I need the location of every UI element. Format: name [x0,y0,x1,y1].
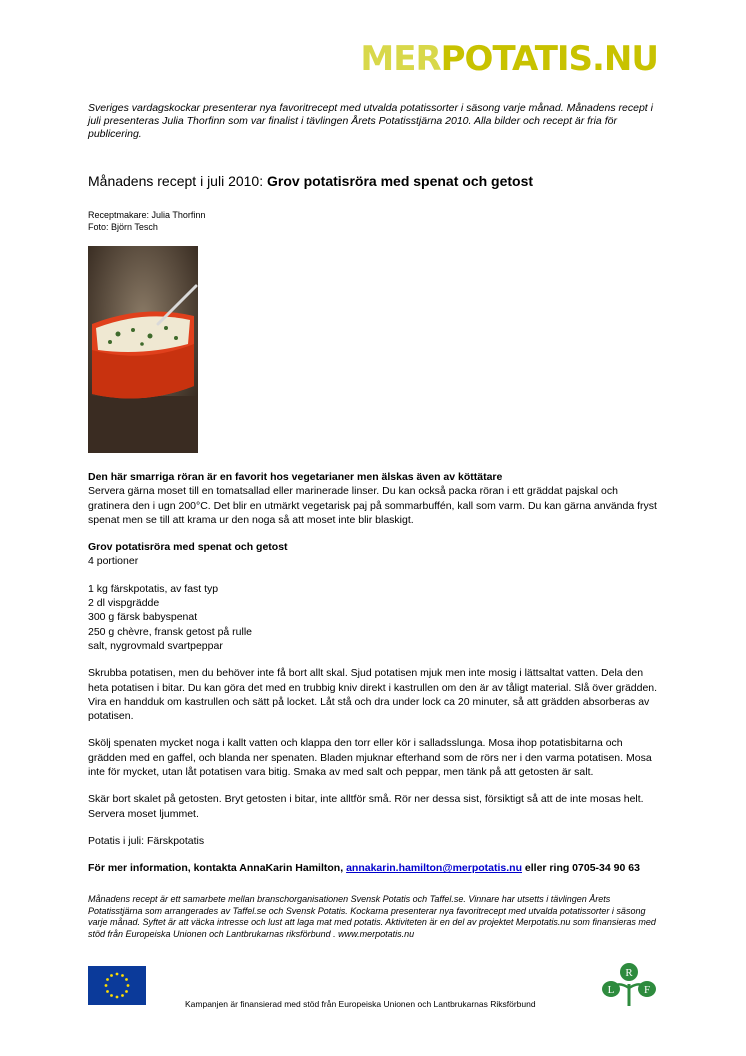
contact-email-link[interactable]: annakarin.hamilton@merpotatis.nu [346,862,522,875]
credits [88,209,205,233]
eu-stars-icon [88,966,146,1005]
contact-line [88,861,662,875]
headline: Den här smarriga röran är en favorit hos vegetarianer men älskas även av köttätare [88,471,503,483]
lrf-letter-f: F [643,984,651,996]
ingredient-item: 1 kg färskpotatis, av fast typ [88,582,219,595]
intro-text: Sveriges vardagskockar presenterar nya favoritrecept med utvalda potatissorter i säsong varje månad. Månadens recept i juli presenteras Julia Thorfinn som var finalist i tävlingen Årets Potatisstjärna 2010. Alla bilder och recept är fria för publicering. [88,102,653,140]
ingredient-item: 2 dl vispgrädde [88,597,160,610]
page-title [88,173,533,189]
footnote: Månadens recept är ett samarbete mellan branschorganisationen Svensk Potatis och Taffel.se. Vinnare har utsetts i tävlingen Årets Potatisstjärna som arrangerades av Taffel.se och Svensk Potatis. Kockarna presenterar nya favoritrecept med utvalda potatissorter i säsong varje månad. Syftet är att väcka intresse och lust att laga mat med potatis. Aktiviteten är en del av projektet Merpotatis.nu som finansieras med stöd från Europeiska Unionen och Lantbrukarnas riksförbund . www.merpotatis.nu [88,894,656,939]
contact-prefix: För mer information, kontakta AnnaKarin Hamilton, [88,862,347,875]
dish-photo [88,246,198,453]
ingredient-item: 300 g färsk babyspenat [88,611,198,624]
recipe-name: Grov potatisröra med spenat och getost [88,541,288,554]
lrf-emblem-icon [600,962,658,1008]
lrf-logo [600,962,658,1008]
logo-part-mer: MER [360,39,441,79]
lrf-letter-l: L [607,984,615,996]
logo-part-potatis: POTATIS.NU [440,39,658,79]
title-recipe-name: Grov potatisröra med spenat och getost [267,173,534,189]
funding-footer: Kampanjen är finansierad med stöd från Europeiska Unionen och Lantbrukarnas Riksförbund [185,999,536,1009]
contact-suffix: eller ring 0705-34 90 63 [522,862,640,875]
photo-credit: Foto: Björn Tesch [88,222,158,232]
step-2: Skölj spenaten mycket noga i kallt vatten och klappa den torr eller kör i salladsslunga. Mosa ihop potatisbitarna och grädden med en gaffel, och blanda ner spenaten. Bladen mjuknar efterhand som de rörs ner i den varma potatisen. Mosa inte för mycket, utan låt potatisen vara bitig. Smaka av med salt och peppar, men tänk på att getosten är salt. [88,737,652,779]
step-1: Skrubba potatisen, men du behöver inte få bort allt skal. Sjud potatisen mjuk men inte mosig i lättsaltat vatten. Dela den heta potatisen i bitar. Du kan göra det med en trubbig kniv direkt i kastrullen om den är av tåligt material. Slå över grädden. Vira en handduk om kastrullen och sätt på locket. Låt stå och dra under lock ca 20 minuter, så att grädden absorberas av potatisen. [88,667,658,723]
step-3: Skär bort skalet på getosten. Bryt getosten i bitar, inte alltför små. Rör ner dessa sist, försiktigt så att de inte mosas helt. Servera moset ljummet. [88,793,644,820]
recipe-maker: Receptmakare: Julia Thorfinn [88,210,206,220]
ingredient-item: salt, nygrovmald svartpeppar [88,639,223,652]
merpotatis-logo [360,39,658,79]
title-prefix: Månadens recept i juli 2010: [88,173,267,189]
recipe-body [88,470,662,889]
ingredient-item: 250 g chèvre, fransk getost på rulle [88,625,253,638]
lrf-letter-r: R [625,967,633,979]
intro-paragraph [88,470,662,527]
portions: 4 portioner [88,555,139,568]
ingredient-list [88,582,662,653]
eu-flag-logo [88,966,146,1005]
recipe-heading [88,540,662,569]
potato-of-month: Potatis i juli: Färskpotatis [88,834,205,847]
lead-text: Servera gärna moset till en tomatsallad eller marinerade linser. Du kan också packa röran i ett gräddat pajskal och gratinera den i ugn 200°C. Det blir en utmärkt vegetarisk paj på sommarbuffén, kall som varm. Du kan gärna använda fryst spenat men se till att krama ur den noga så att moset inte blir blaskigt. [88,485,657,526]
dish-illustration [88,246,198,453]
